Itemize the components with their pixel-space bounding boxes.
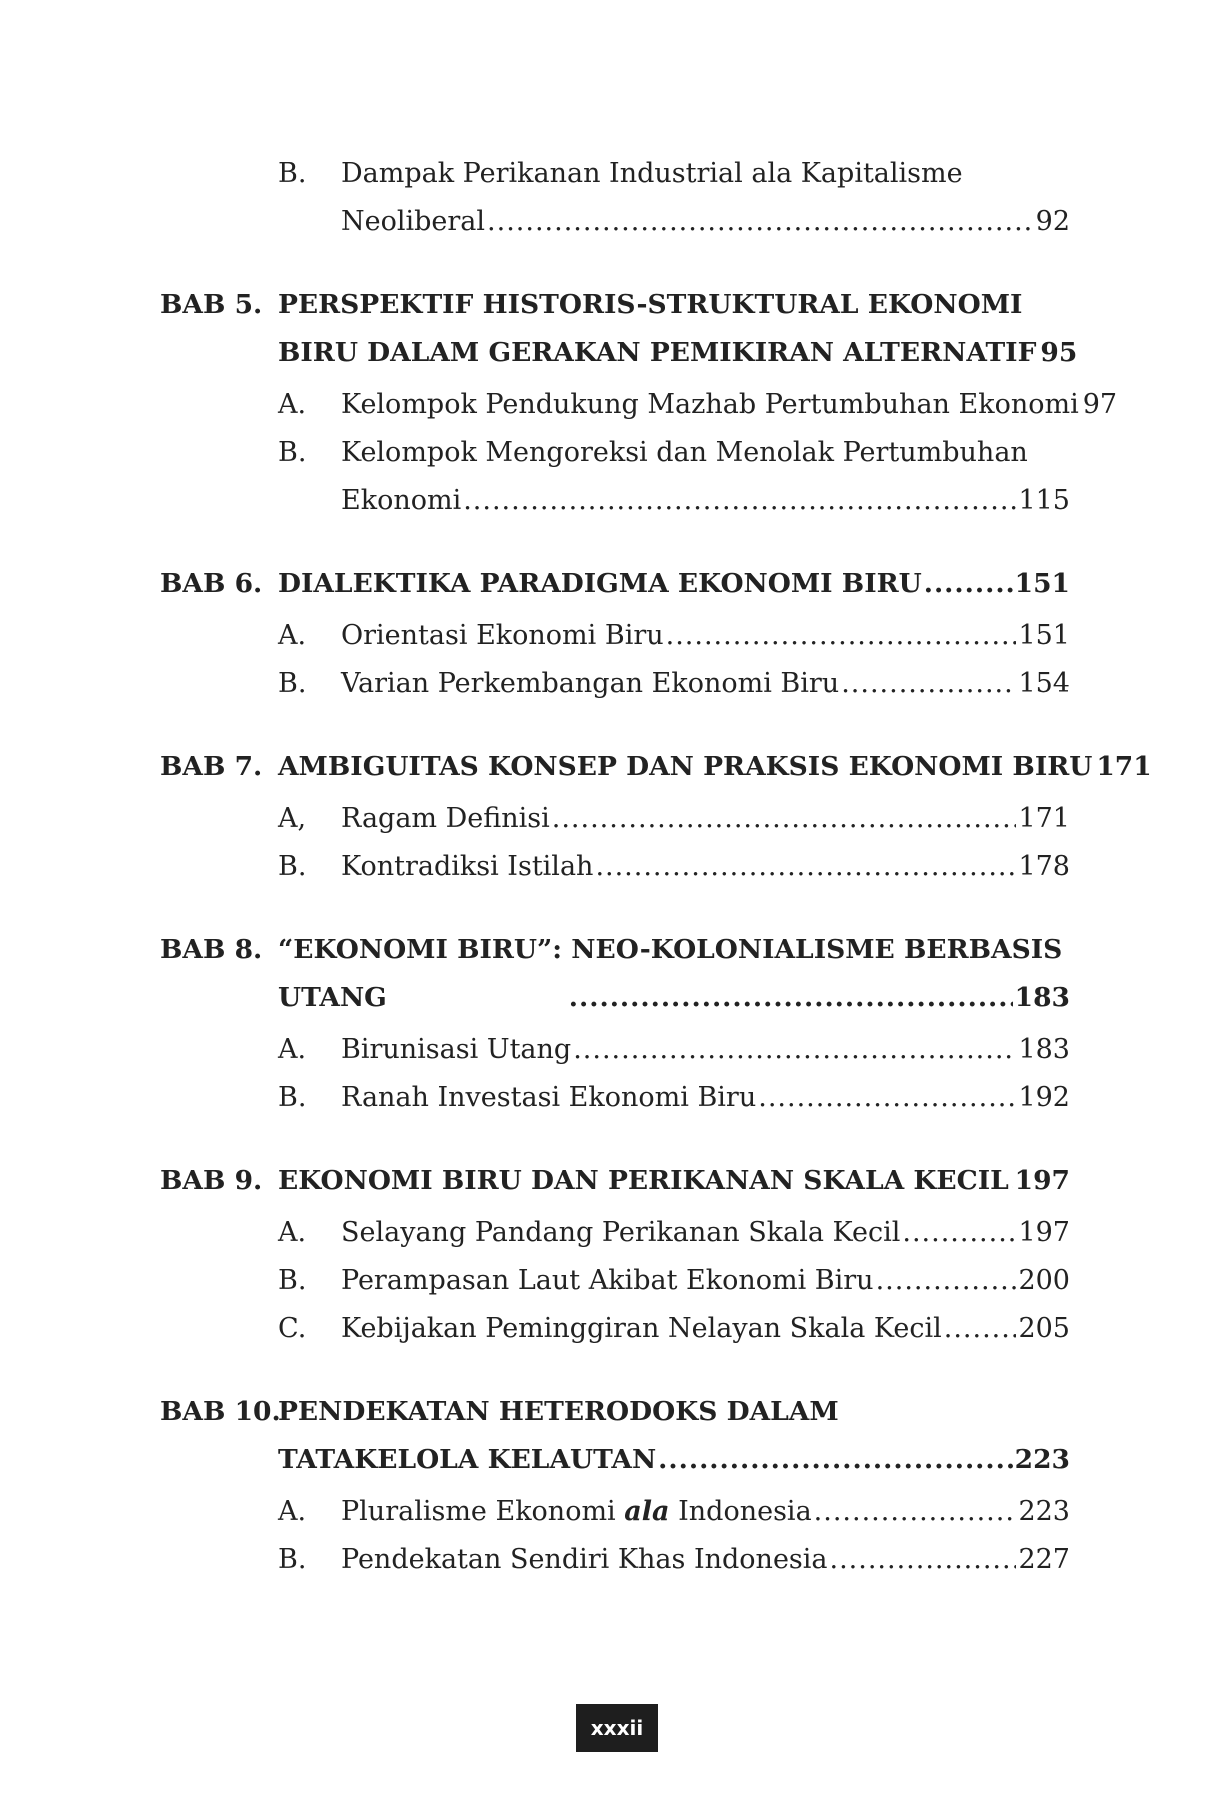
leader-dots — [658, 1436, 1013, 1484]
toc-item — [160, 612, 1070, 660]
chapter-page: 171 — [1096, 751, 1152, 782]
chapter-label: BAB 6. — [160, 568, 263, 599]
chapter-page: 95 — [1040, 337, 1078, 368]
leader-dots — [924, 560, 1013, 608]
entry-letter: B. — [278, 851, 307, 882]
toc-chapter-6 — [160, 560, 1070, 708]
toc-item — [160, 1209, 1070, 1257]
entry-letter: B. — [278, 1082, 307, 1113]
leader-dots — [902, 1209, 1016, 1257]
toc-chapter-7 — [160, 743, 1152, 891]
entry-title: Perampasan Laut Akibat Ekonomi Biru — [341, 1265, 874, 1296]
chapter-title: PENDEKATAN HETERODOKS DALAM — [278, 1396, 839, 1427]
toc-item — [160, 429, 1070, 477]
leader-dots — [552, 795, 1017, 843]
toc-chapter-9 — [160, 1157, 1070, 1353]
leader-dots — [841, 660, 1016, 708]
chapter-page: 223 — [1014, 1444, 1070, 1475]
entry-title: Kebijakan Peminggiran Nelayan Skala Kecil — [341, 1313, 942, 1344]
toc-item — [160, 381, 1118, 429]
toc-item — [160, 843, 1070, 891]
leader-dots — [463, 477, 1016, 525]
entry-title: Kelompok Pendukung Mazhab Pertumbuhan Ekonomi — [341, 389, 1079, 420]
table-of-contents — [160, 150, 1152, 1584]
entry-page: 115 — [1018, 485, 1070, 516]
entry-title: Ragam Definisi — [341, 803, 550, 834]
chapter-page: 197 — [1014, 1165, 1070, 1196]
leader-dots — [487, 198, 1034, 246]
entry-page: 197 — [1018, 1217, 1070, 1248]
entry-letter: A. — [278, 620, 307, 651]
toc-item — [160, 1074, 1070, 1122]
entry-page: 154 — [1018, 668, 1070, 699]
entry-page: 227 — [1018, 1544, 1070, 1575]
entry-letter: B. — [278, 668, 307, 699]
leader-dots — [573, 1026, 1016, 1074]
chapter-label: BAB 7. — [160, 751, 263, 782]
entry-title: Kontradiksi Istilah — [341, 851, 594, 882]
entry-page: 92 — [1035, 206, 1070, 237]
toc-chapter-10 — [160, 1388, 1070, 1584]
entry-page: 183 — [1018, 1034, 1070, 1065]
leader-dots — [595, 843, 1016, 891]
entry-title: Dampak Perikanan Industrial ala Kapitalisme — [341, 158, 963, 189]
leader-dots — [814, 1488, 1017, 1536]
leader-dots — [876, 1257, 1017, 1305]
leader-dots — [758, 1074, 1016, 1122]
chapter-title: PERSPEKTIF HISTORIS-STRUKTURAL EKONOMI — [278, 289, 1023, 320]
entry-letter: A. — [278, 1034, 307, 1065]
entry-letter: C. — [278, 1313, 307, 1344]
entry-page: 205 — [1018, 1313, 1070, 1344]
chapter-title: EKONOMI BIRU DAN PERIKANAN SKALA KECIL — [278, 1165, 1009, 1196]
entry-title: Pendekatan Sendiri Khas Indonesia — [341, 1544, 828, 1575]
toc-entry-top — [160, 150, 1070, 246]
toc-item — [160, 660, 1070, 708]
chapter-page: 151 — [1014, 568, 1070, 599]
chapter-title: “EKONOMI BIRU”: NEO-KOLONIALISME BERBASIS — [278, 934, 1063, 965]
chapter-label: BAB 5. — [160, 289, 263, 320]
entry-letter: B. — [278, 1265, 307, 1296]
entry-page: 97 — [1082, 389, 1118, 420]
chapter-label: BAB 10. — [160, 1396, 281, 1427]
chapter-label: BAB 9. — [160, 1165, 263, 1196]
entry-letter: A. — [278, 1496, 307, 1527]
entry-title: Orientasi Ekonomi Biru — [341, 620, 664, 651]
toc-item — [160, 1305, 1070, 1353]
entry-letter: B. — [278, 1544, 307, 1575]
entry-title-cont: Ekonomi — [341, 485, 462, 516]
toc-chapter-8 — [160, 926, 1070, 1122]
leader-dots — [830, 1536, 1017, 1584]
toc-item — [160, 1488, 1070, 1536]
chapter-title-cont: BIRU DALAM GERAKAN PEMIKIRAN ALTERNATIF — [278, 337, 1037, 368]
toc-item — [160, 1026, 1070, 1074]
entry-letter: A. — [278, 1217, 307, 1248]
page-number-badge: xxxii — [576, 1704, 658, 1752]
entry-page: 178 — [1018, 851, 1070, 882]
chapter-title: AMBIGUITAS KONSEP DAN PRAKSIS EKONOMI BIRU — [278, 751, 1093, 782]
toc-chapter-5 — [160, 281, 1118, 525]
entry-title: Ranah Investasi Ekonomi Biru — [341, 1082, 757, 1113]
entry-letter: A, — [278, 803, 307, 834]
entry-title-cont: Neoliberal — [341, 206, 486, 237]
entry-title: Kelompok Mengoreksi dan Menolak Pertumbuhan — [341, 437, 1028, 468]
entry-page: 192 — [1018, 1082, 1070, 1113]
entry-letter: A. — [278, 389, 307, 420]
chapter-page: 183 — [1014, 982, 1070, 1013]
entry-page: 223 — [1018, 1496, 1070, 1527]
chapter-title: DIALEKTIKA PARADIGMA EKONOMI BIRU — [278, 568, 922, 599]
toc-item — [160, 1257, 1070, 1305]
toc-item — [160, 795, 1070, 843]
leader-dots — [569, 974, 1013, 1022]
toc-item — [160, 1536, 1070, 1584]
entry-title: Birunisasi Utang — [341, 1034, 572, 1065]
chapter-label: BAB 8. — [160, 934, 263, 965]
entry-title-emphasis: ala — [624, 1496, 670, 1527]
entry-title: Varian Perkembangan Ekonomi Biru — [341, 668, 840, 699]
entry-page: 171 — [1018, 803, 1070, 834]
entry-letter: B. — [278, 158, 307, 189]
entry-page: 151 — [1018, 620, 1070, 651]
entry-letter: B. — [278, 437, 307, 468]
leader-dots — [944, 1305, 1017, 1353]
chapter-title-cont: TATAKELOLA KELAUTAN — [278, 1444, 657, 1475]
entry-title: Pluralisme Ekonomi ala Indonesia — [341, 1496, 812, 1527]
leader-dots — [666, 612, 1017, 660]
entry-page: 200 — [1018, 1265, 1070, 1296]
leader-dots — [1011, 1157, 1013, 1205]
entry-title: Selayang Pandang Perikanan Skala Kecil — [341, 1217, 901, 1248]
chapter-title-cont: UTANG — [278, 982, 387, 1013]
